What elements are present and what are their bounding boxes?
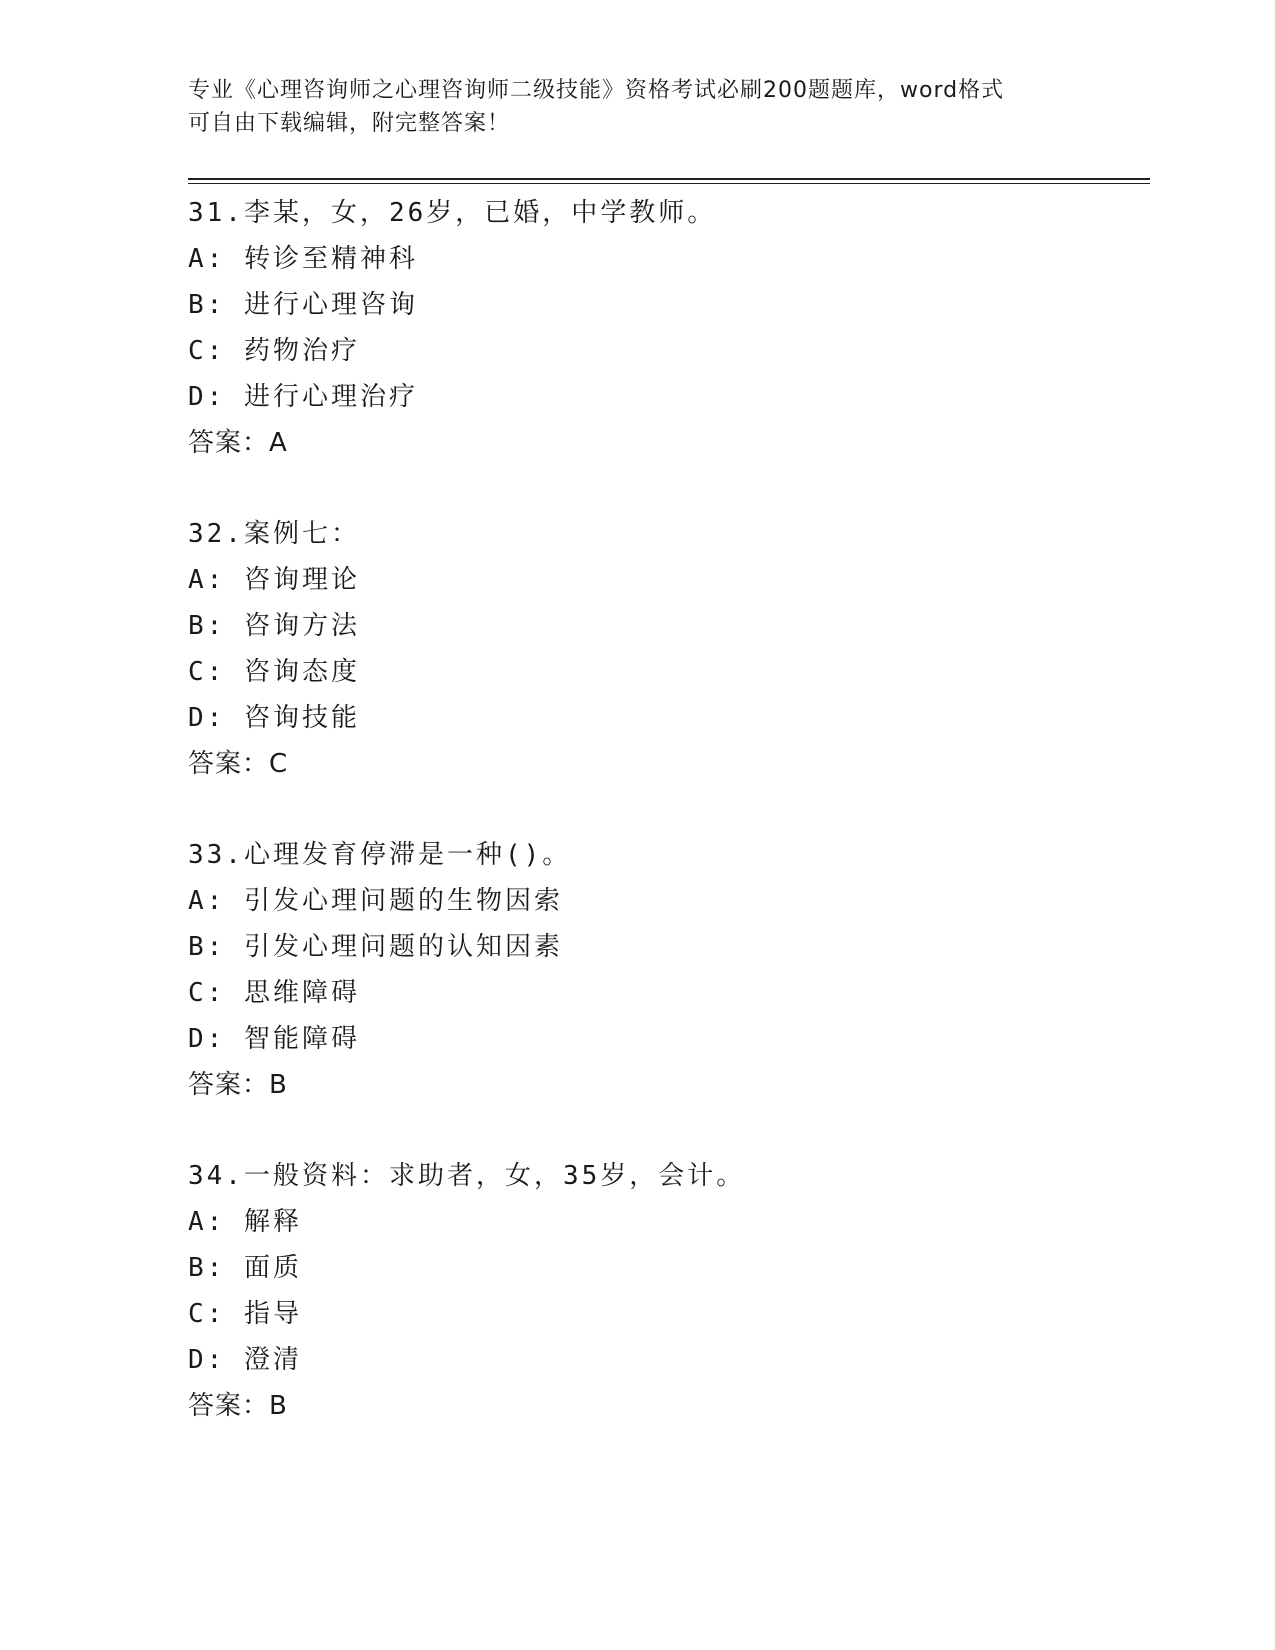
question-34 [188,1153,1148,1429]
option-b: B: 引发心理问题的认知因素 [188,932,563,962]
option-d: D: 咨询技能 [188,703,360,733]
answer-label: 答案：A [188,428,288,458]
header-line-2: 可自由下载编辑，附完整答案！ [188,111,511,136]
option-d: D: 智能障碍 [188,1024,360,1054]
option-d: D: 进行心理治疗 [188,382,418,412]
option-a: A: 咨询理论 [188,565,360,595]
document-header [188,74,1088,140]
question-31 [188,190,1148,466]
answer-label: 答案：B [188,1070,288,1100]
option-a: A: 解释 [188,1207,302,1237]
option-d: D: 澄清 [188,1345,302,1375]
question-stem: 34.一般资料：求助者，女，35岁，会计。 [188,1161,746,1191]
answer-label: 答案：C [188,749,289,779]
option-a: A: 转诊至精神科 [188,244,418,274]
answer-label: 答案：B [188,1391,288,1421]
option-c: C: 咨询态度 [188,657,360,687]
option-b: B: 咨询方法 [188,611,360,641]
header-divider-thick [188,178,1150,180]
header-divider-thin [188,183,1150,184]
header-line-1: 专业《心理咨询师之心理咨询师二级技能》资格考试必刷200题题库，word格式 [188,78,1005,103]
question-stem: 31.李某，女，26岁，已婚，中学教师。 [188,198,717,228]
option-c: C: 药物治疗 [188,336,360,366]
question-stem: 33.心理发育停滞是一种()。 [188,840,572,870]
question-stem: 32.案例七： [188,519,360,549]
question-32 [188,511,1148,787]
option-b: B: 面质 [188,1253,302,1283]
question-list [188,190,1148,1474]
option-b: B: 进行心理咨询 [188,290,418,320]
option-a: A: 引发心理问题的生物因索 [188,886,563,916]
question-33 [188,832,1148,1108]
option-c: C: 思维障碍 [188,978,360,1008]
option-c: C: 指导 [188,1299,302,1329]
